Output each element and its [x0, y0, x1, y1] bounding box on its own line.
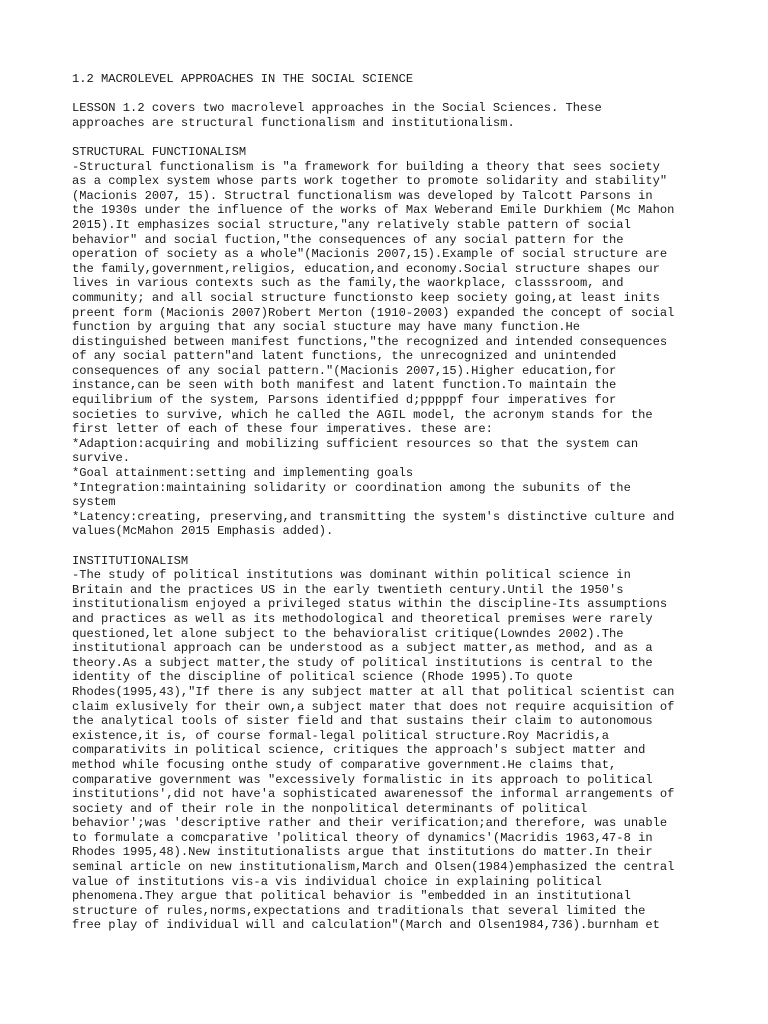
document-title: 1.2 MACROLEVEL APPROACHES IN THE SOCIAL SCIENCE	[72, 72, 414, 86]
intro-paragraph: LESSON 1.2 covers two macrolevel approaches in the Social Sciences. These approaches are structural functionalism and institutionalism.	[72, 101, 602, 130]
spacer	[72, 87, 712, 102]
section-body-institutionalism: -The study of political institutions was dominant within political science in Britain and the practices US in the early twentieth century.Until the 1950's institutionalism enjoyed a privileged status within the discipline-Its assumptions and practices as well as its methodological and theoretical premises were rarely questioned,let alone subject to the behavioralist critique(Lowndes 2002).The institutional approach can be understood as a subject matter,as method, and as a theory.As a subject matter,the study of political institutions is central to the identity of the discipline of political science (Rhode 1995).To quote Rhodes(1995,43),"If there is any subject matter at all that political scientist can claim exlusively for their own,a subject mater that does not require acquisition of the analytical tools of sister field and that sustains their claim to autonomous existence,it is, of course formal-legal political structure.Roy Macridis,a comparativits in political science, critiques the approach's subject matter and method while focusing onthe study of comparative government.He claims that, comparative government was "excessively formalistic in its approach to political institutions',did not have'a sophisticated awarenessof the informal arrangements of society and of their role in the nonpolitical determinants of political behavior';was 'descriptive rather and their verification;and therefore, was unable to formulate a comcparative 'political theory of dynamics'(Macridis 1963,47-8 in Rhodes 1995,48).New institutionalists argue that institutions do matter.In their seminal article on new institutionalism,March and Olsen(1984)emphasized the central value of institutions vis-a vis individual choice in explaining political phenomena.They argue that political behavior is "embedded in an institutional structure of rules,norms,expectations and traditionals that several limited the free play of individual will and calculation"(March and Olsen1984,736).burnham et	[72, 568, 675, 933]
section-heading-institutionalism: INSTITUTIONALISM	[72, 553, 189, 568]
document-body	[72, 72, 712, 933]
section-heading-structural-functionalism: STRUCTURAL FUNCTIONALISM	[72, 144, 247, 159]
section-body-structural-functionalism: -Structural functionalism is "a framework for building a theory that sees society as a complex system whose parts work together to promote solidarity and stability" (Macionis 2007, 15). Structral functionalism was developed by Talcott Parsons in the 1930s under the influence of the works of Max Weberand Emile Durkhiem (Mc Mahon 2015).It emphasizes social structure,"any relatively stable pattern of social behavior" and social fuction,"the consequences of any social pattern for the operation of society as a whole"(Macionis 2007,15).Example of social structure are the family,government,religios, education,and economy.Social structure shapes our lives in various contexts such as the family,the waorkplace, classsroom, and community; and all social structure functionsto keep society going,at least inits preent form (Macionis 2007)Robert Merton (1910-2003) expanded the concept of social function by arguing that any social stucture may have many function.He distinguished between manifest functions,"the recognized and intended consequences of any social pattern"and latent functions, the unrecognized and unintended consequences of any social pattern."(Macionis 2007,15).Higher education,for instance,can be seen with both manifest and latent function.To maintain the equilibrium of the system, Parsons identified d;pppppf four imperatives for societies to survive, which he called the AGIL model, the acronym stands for the first letter of each of these four imperatives. these are: *Adaption:acquiring and mobilizing sufficient resources so that the system can survive. *Goal attainment:setting and implementing goals *Integration:maintaining solidarity or coordination among the subunits of the system *Latency:creating, preserving,and transmitting the system's distinctive culture and values(McMahon 2015 Emphasis added).	[72, 159, 675, 539]
spacer	[72, 130, 712, 145]
spacer	[72, 539, 712, 554]
